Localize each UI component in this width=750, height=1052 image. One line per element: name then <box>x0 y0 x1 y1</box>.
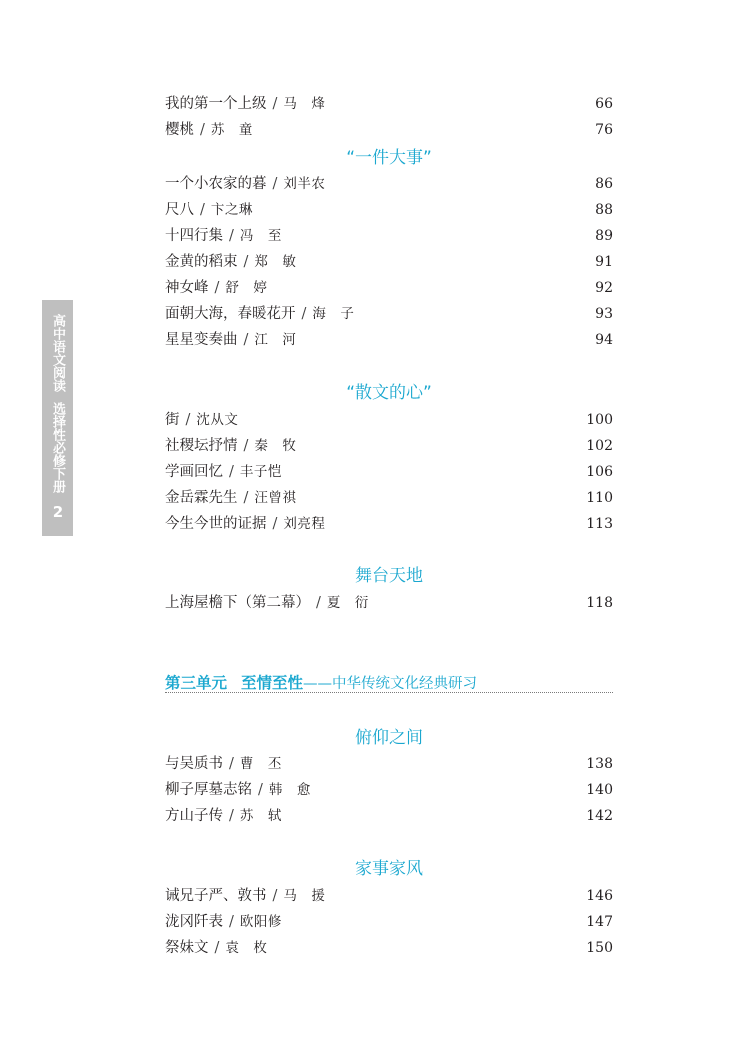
entry-title: 星星变奏曲 <box>165 332 238 348</box>
side-tab-title: 高中语文阅读 <box>50 314 65 392</box>
entry-page-number: 142 <box>586 808 613 824</box>
entry-title: 柳子厚墓志铭 <box>165 782 252 798</box>
entry-author: 秦 牧 <box>254 438 297 454</box>
entry-page-number: 93 <box>595 306 613 322</box>
side-tab-page-number: 2 <box>49 503 67 521</box>
entry-page-number: 102 <box>586 438 613 454</box>
entry-title: 方山子传 <box>165 808 223 824</box>
entry-author: 海 子 <box>312 306 355 322</box>
toc-entry[interactable] <box>165 276 613 300</box>
entry-page-number: 66 <box>595 96 613 112</box>
entry-author: 丰子恺 <box>239 464 282 480</box>
entry-title: 与吴质书 <box>165 756 223 772</box>
entry-author: 冯 至 <box>239 228 282 244</box>
toc-entry[interactable] <box>165 460 613 484</box>
entry-title: 诫兄子严、敦书 <box>165 888 267 904</box>
entry-title: 社稷坛抒情 <box>165 438 238 454</box>
section-heading-yijian-dashi: “一件大事” <box>346 148 432 168</box>
entry-title: 我的第一个上级 <box>165 96 267 112</box>
entry-author: 刘半农 <box>283 176 326 192</box>
entry-page-number: 110 <box>586 490 613 506</box>
entry-separator: / <box>301 306 307 322</box>
entry-author: 郑 敏 <box>254 254 297 270</box>
unit-dotted-divider <box>165 692 613 693</box>
toc-entry[interactable] <box>165 118 613 142</box>
entry-author: 沈从文 <box>196 412 239 428</box>
entry-separator: / <box>229 914 234 930</box>
entry-separator: / <box>272 888 278 904</box>
entry-author: 舒 婷 <box>225 280 268 296</box>
toc-entry[interactable] <box>165 224 613 248</box>
side-tab <box>42 300 73 536</box>
toc-entry[interactable] <box>165 198 613 222</box>
entry-page-number: 150 <box>586 940 613 956</box>
entry-author: 马 援 <box>283 888 326 904</box>
entry-title: 泷冈阡表 <box>165 914 223 930</box>
entry-page-number: 138 <box>586 756 613 772</box>
entry-separator: / <box>243 332 249 348</box>
entry-author: 卞之琳 <box>210 202 253 218</box>
entry-title: 金岳霖先生 <box>165 490 238 506</box>
toc-entry[interactable] <box>165 512 613 536</box>
entry-separator: / <box>316 595 321 611</box>
section-heading-fuyang-zhijian: 俯仰之间 <box>355 728 423 748</box>
entry-page-number: 76 <box>595 122 613 138</box>
entry-title: 尺八 <box>165 202 194 218</box>
section-heading-sanwen-de-xin: “散文的心” <box>346 383 432 403</box>
toc-entry[interactable] <box>165 302 613 326</box>
entry-author: 欧阳修 <box>239 914 282 930</box>
entry-author: 刘亮程 <box>283 516 326 532</box>
entry-separator: / <box>272 96 278 112</box>
entry-title: 面朝大海，春暖花开 <box>165 306 296 322</box>
entry-title: 上海屋檐下（第二幕） <box>165 595 310 611</box>
toc-entry[interactable] <box>165 804 613 828</box>
entry-page-number: 113 <box>586 516 613 532</box>
entry-title: 街 <box>165 412 180 428</box>
entry-separator: / <box>243 490 249 506</box>
unit-description: ——中华传统文化经典研习 <box>303 676 478 692</box>
entry-page-number: 147 <box>586 914 613 930</box>
entry-page-number: 91 <box>595 254 613 270</box>
toc-entry[interactable] <box>165 936 613 960</box>
toc-entry[interactable] <box>165 778 613 802</box>
toc-entry[interactable] <box>165 92 613 116</box>
entry-author: 苏 轼 <box>239 808 282 824</box>
entry-separator: / <box>243 254 249 270</box>
entry-separator: / <box>200 202 205 218</box>
entry-separator: / <box>214 940 220 956</box>
toc-entry[interactable] <box>165 486 613 510</box>
entry-author: 马 烽 <box>283 96 326 112</box>
entry-page-number: 94 <box>595 332 613 348</box>
entry-page-number: 146 <box>586 888 613 904</box>
entry-separator: / <box>229 464 234 480</box>
entry-title: 祭妹文 <box>165 940 209 956</box>
entry-author: 汪曾祺 <box>254 490 297 506</box>
entry-title: 十四行集 <box>165 228 223 244</box>
entry-separator: / <box>243 438 249 454</box>
toc-entry[interactable] <box>165 591 613 615</box>
section-heading-wutai-tiandi: 舞台天地 <box>355 566 423 586</box>
unit-label: 第三单元 <box>165 674 228 692</box>
entry-separator: / <box>229 756 234 772</box>
entry-title: 学画回忆 <box>165 464 223 480</box>
entry-title: 今生今世的证据 <box>165 516 267 532</box>
entry-title: 樱桃 <box>165 122 194 138</box>
entry-page-number: 89 <box>595 228 613 244</box>
entry-separator: / <box>229 808 234 824</box>
entry-separator: / <box>272 176 278 192</box>
entry-page-number: 100 <box>586 412 613 428</box>
entry-page-number: 140 <box>586 782 613 798</box>
toc-entry[interactable] <box>165 434 613 458</box>
entry-author: 袁 枚 <box>225 940 268 956</box>
toc-entry[interactable] <box>165 328 613 352</box>
unit-theme: 至情至性 <box>241 674 304 692</box>
entry-author: 江 河 <box>254 332 297 348</box>
entry-author: 夏 衍 <box>326 595 369 611</box>
toc-entry[interactable] <box>165 250 613 274</box>
entry-separator: / <box>258 782 263 798</box>
entry-separator: / <box>185 412 191 428</box>
section-heading-jiashi-jiafeng: 家事家风 <box>355 859 423 879</box>
side-tab-subtitle: 选择性必修下册 <box>50 402 65 493</box>
entry-title: 一个小农家的暮 <box>165 176 267 192</box>
toc-entry[interactable] <box>165 752 613 776</box>
entry-title: 神女峰 <box>165 280 209 296</box>
toc-entry[interactable] <box>165 884 613 908</box>
entry-separator: / <box>214 280 220 296</box>
entry-author: 韩 愈 <box>268 782 311 798</box>
toc-entry[interactable] <box>165 910 613 934</box>
entry-page-number: 106 <box>586 464 613 480</box>
entry-separator: / <box>229 228 234 244</box>
entry-title: 金黄的稻束 <box>165 254 238 270</box>
entry-separator: / <box>200 122 205 138</box>
toc-entry[interactable] <box>165 408 613 432</box>
entry-author: 曹 丕 <box>239 756 282 772</box>
entry-page-number: 86 <box>595 176 613 192</box>
entry-page-number: 118 <box>586 595 613 611</box>
entry-author: 苏 童 <box>210 122 253 138</box>
entry-page-number: 88 <box>595 202 613 218</box>
entry-separator: / <box>272 516 278 532</box>
entry-page-number: 92 <box>595 280 613 296</box>
toc-entry[interactable] <box>165 172 613 196</box>
